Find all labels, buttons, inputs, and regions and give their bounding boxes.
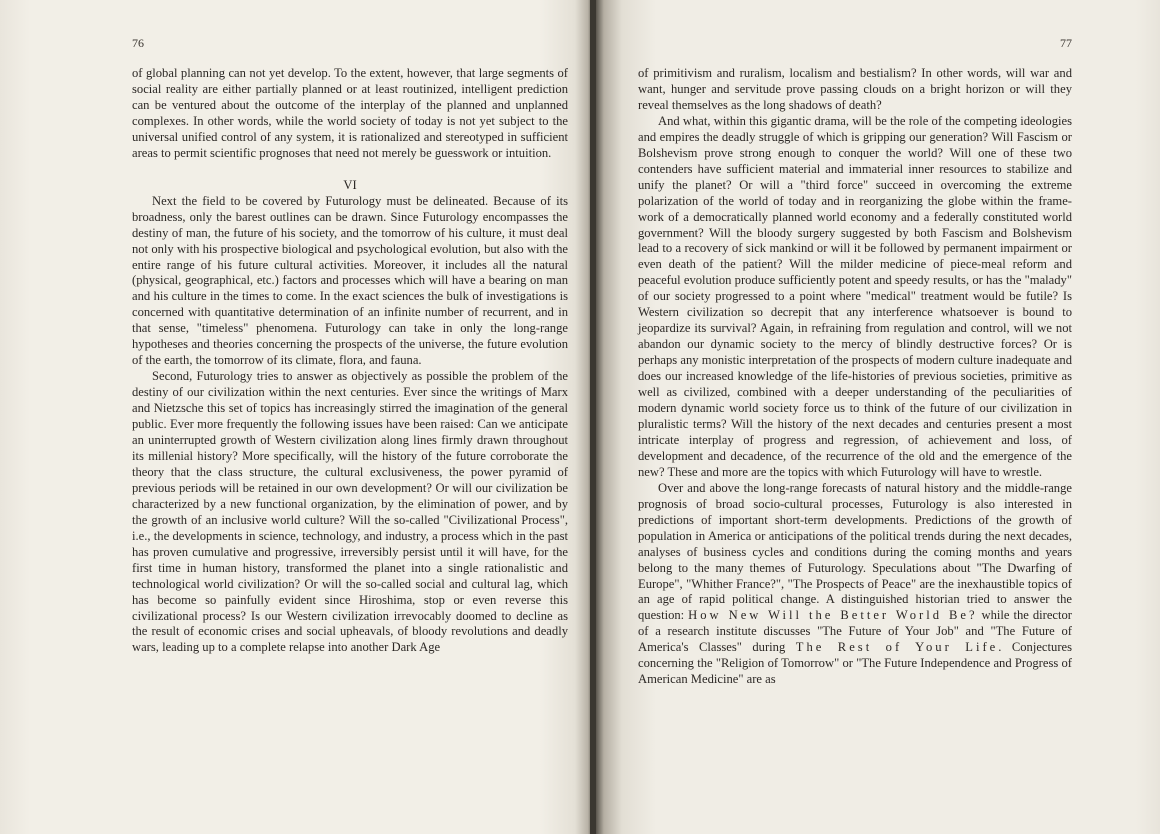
left-page-body xyxy=(132,66,568,656)
right-page xyxy=(596,0,1160,834)
left-paragraph-2: Second, Futurology tries to answer as objectively as possible the problem of the destiny of our civilization within the next centuries. Ever since the writings of Marx and Nietzsche this set of topics has increasingly stirred the imagination of the general public. Ever more frequently the following issues have been raised: Can we anticipate an uninterrupted growth of Western civilization along lines firmly drawn throughout its millenial history? More specifically, will the history of the future corroborate the theory that the class structure, the cultural exclusiveness, the power pyramid of previous periods will be retained in our own development? Or will our civilization be characterized by a new functional organization, by the elimination of power, and by the growth of an inclusive world culture? Will the so-called "Civilizational Process", i.e., the developments in science, technology, and industry, a process which in the past has proven cumulative and progressive, irreversibly persist until it will have, for the first time in human history, transformed the planet into a single rationalistic and technological world civilization? Or will the so-called social and cultural lag, which has become so painfully evident since Hiroshima, stop or even reverse this civilizational process? Is our Western civilization irrevocably doomed to decline as the result of economic crises and social upheavals, of bloody revolutions and deadly wars, leading up to a complete relapse into another Dark Age xyxy=(132,369,568,655)
right-paragraph-2-part-3: . Conjectures concerning the "Religion of Tomorrow" or "The Future Independence and Progress of American Medicine" are as xyxy=(638,640,1073,687)
page-number-right: 77 xyxy=(1060,36,1072,50)
right-paragraph-1: And what, within this gigantic drama, will be the role of the competing ideologies and empires the deadly struggle of which is gripping our generation? Will Fascism or Bolshevism prove strong enough to conquer the world? Will one of these two contenders have sufficient material and immaterial inner resources to stabilize and unify the planet? Or will a "third force" succeed in overcoming the extreme polarization of the world of today and in reorganizing the globe within the frame-work of a democratically planned world economy and a federally constituted world government? Will the bloody surgery suggested by both Fascism and Bolshevism lead to a recovery of sick mankind or will it be followed by permanent impairment or even death of the patient? Will the milder medicine of piece-meal reform and peaceful evolution produce sufficiently potent and speedy results, or has the "malady" of our society progressed to a point where "medical" treatment would be futile? Is Western civilization so decrepit that any interference whatsoever is bound to jeopardize its survival? Again, in refraining from regulation and control, will we not abandon our dynamic society to the mercy of blindly destructive forces? Or is perhaps any monistic interpretation of the prospects of modern culture inadequate and does our increased knowledge of the life-histories of previous societies, primitive as well as civilized, combined with a deeper understanding of the peculiarities of modern dynamic world society force us to think of the future of our civilization in pluralistic terms? Will the history of the next decades and centuries present a most intricate interplay of progress and regression, of achievement and loss, of development and decadence, of the recurrence of the old and the emergence of the new? These and more are the topics with which Futurology will have to wrestle. xyxy=(638,113,1072,479)
book-title-rest-of-your-life: The Rest of Your Life xyxy=(795,640,999,655)
right-page-body xyxy=(638,66,1072,688)
section-heading: VI xyxy=(343,177,357,192)
right-continuation-paragraph: of primitivism and ruralism, localism and bestialism? In other words, will war and want, hunger and servitude prove passing clouds on a bright horizon or will they reveal themselves as the long shadows of death? xyxy=(638,66,1072,112)
right-paragraph-2-part-1: Over and above the long-range forecasts of natural history and the middle-range prognosis of broad socio-cultural processes, Futurology is also interested in predictions of important short-term developments. Predictions of the growth of population in America or anticipations of the political trends during the next decades, analyses of business cycles and conditions during the coming months and years belong to the many themes of Futurology. Speculations about "The Dwarfing of Europe", "Whither France?", "The Prospects of Peace" are the inexhaustible topics of an age of rapid political change. A distinguished historian tried to answer the question: xyxy=(638,480,1072,623)
page-number-left: 76 xyxy=(132,36,144,50)
right-paragraph-2-part-2: while the director of a research institute discusses "The Future of Your Job" and "The Future of America's Classes" during xyxy=(638,608,1072,655)
left-continuation-paragraph: of global planning can not yet develop. To the extent, however, that large segments of social reality are either partially planned or at least routinized, intelligent prediction can be ventured about the outcome of the interplay of the planned and unplanned complexes. In other words, while the world society of today is not yet subject to the universal unified control of any system, it is rationalized and stereotyped in sufficient areas to permit scientific prognoses that need not merely be guesswork or intuition. xyxy=(132,66,568,160)
right-paragraph-2 xyxy=(638,481,1072,688)
left-paragraph-1: Next the field to be covered by Futurology must be delineated. Because of its broadness, only the barest outlines can be drawn. Since Futurology encompasses the destiny of man, the future of his society, and the tomorrow of his culture, it must deal not only with his prospective biological and psychological evolution, but also with the entire range of his future cultural activities. Moreover, it includes all the natural (physical, geographical, etc.) factors and processes which will have a bearing on man and his culture in the times to come. In the exact sciences the bulk of investigations is concerned with quantitative determination of an infinite number of recurrent, and in that sense, "timeless" phenomena. Futurology can take in only the long-range hypotheses and theories concerning the prospects of the universe, the future evolution of the earth, the tomorrow of its climate, flora, and fauna. xyxy=(132,193,568,368)
book-title-better-world: How New Will the Better World Be? xyxy=(688,608,978,623)
